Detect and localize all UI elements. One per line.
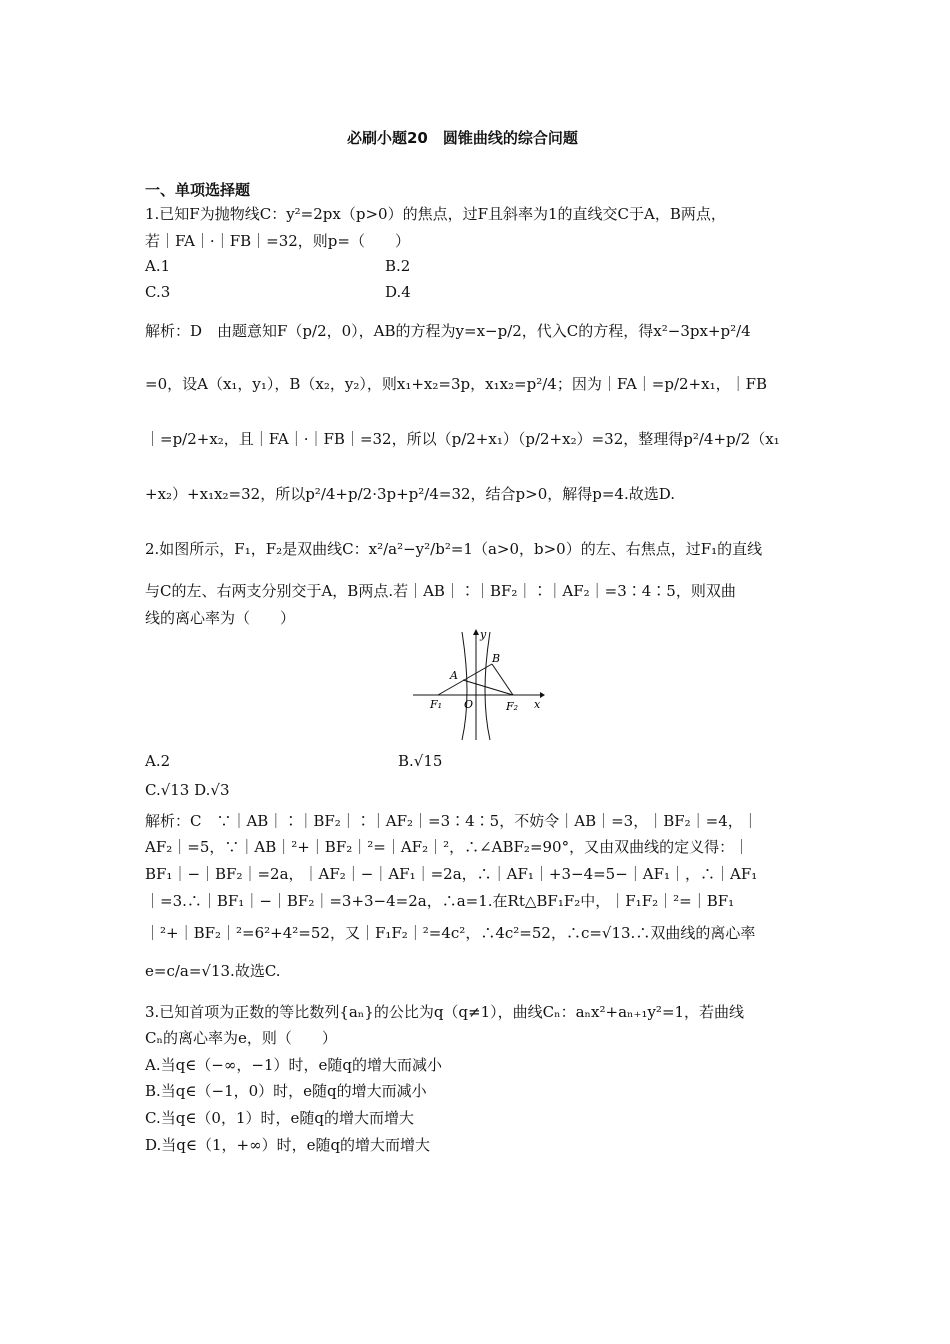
text-line-s2a: 解析：C ∵｜AB｜∶｜BF₂｜∶｜AF₂｜=3∶4∶5，不妨令｜AB｜=3，｜BF₂｜=4，｜ — [145, 812, 758, 830]
text-line-s1b: =0，设A（x₁，y₁），B（x₂，y₂），则x₁+x₂=3p，x₁x₂=p²/4；因为｜FA｜=p/2+x₁，｜FB — [145, 375, 768, 393]
x-axis-arrow — [540, 692, 545, 698]
text-line-q3f: D.当q∈（1，+∞）时，e随q的增大而增大 — [145, 1136, 431, 1154]
left-branch — [462, 632, 467, 740]
right-branch — [485, 632, 490, 740]
text-line-q1d: B.2 — [385, 257, 411, 275]
text-line-q2e: B.√15 — [398, 752, 443, 770]
text-line-q2f: C.√13 D.√3 — [145, 781, 230, 799]
text-line-q1c: A.1 — [145, 257, 171, 275]
label-o: O — [464, 698, 474, 711]
line-b-f2 — [492, 664, 513, 695]
text-line-q1b: 若｜FA｜·｜FB｜=32，则p=（ ） — [145, 232, 410, 250]
text-line-s2f: e=c/a=√13.故选C. — [145, 962, 281, 980]
text-line-s1c: ｜=p/2+x₂，且｜FA｜·｜FB｜=32，所以（p/2+x₁）（p/2+x₂）=32，整理得p²/4+p/2（x₁ — [145, 430, 780, 448]
label-f1: F₁ — [430, 698, 443, 711]
text-line-s1d: +x₂）+x₁x₂=32，所以p²/4+p/2·3p+p²/4=32，结合p>0，解得p=4.故选D. — [145, 485, 675, 503]
y-axis-arrow — [473, 629, 479, 635]
text-line-s2e: ｜²+｜BF₂｜²=6²+4²=52，又｜F₁F₂｜²=4c²，∴4c²=52，∴c=√13.∴双曲线的离心率 — [145, 924, 756, 942]
hyperbola-figure — [410, 628, 545, 743]
text-line-q1e: C.3 — [145, 283, 171, 301]
label-f2: F₂ — [506, 700, 519, 713]
text-line-q3a: 3.已知首项为正数的等比数列{aₙ}的公比为q（q≠1），曲线Cₙ：aₙx²+aₙ₊₁y²=1，若曲线 — [145, 1003, 745, 1021]
label-x: x — [534, 698, 541, 711]
text-line-q1f: D.4 — [385, 283, 411, 301]
section-heading: 一、单项选择题 — [145, 181, 251, 199]
text-line-s2b: AF₂｜=5，∵｜AB｜²+｜BF₂｜²=｜AF₂｜²，∴∠ABF₂=90°，又由双曲线的定义得：｜ — [145, 838, 750, 856]
label-y: y — [480, 628, 487, 641]
text-line-q3d: B.当q∈（−1，0）时，e随q的增大而减小 — [145, 1082, 427, 1100]
text-line-q3b: Cₙ的离心率为e，则（ ） — [145, 1029, 337, 1047]
label-b: B — [492, 652, 501, 665]
text-line-q2c: 线的离心率为（ ） — [145, 609, 296, 627]
text-line-q2d: A.2 — [145, 752, 171, 770]
text-line-q2b: 与C的左、右两支分别交于A，B两点.若｜AB｜∶｜BF₂｜∶｜AF₂｜=3∶4∶5，则双曲 — [145, 582, 736, 600]
text-line-q3e: C.当q∈（0，1）时，e随q的增大而增大 — [145, 1109, 414, 1127]
text-line-s2c: BF₁｜−｜BF₂｜=2a，｜AF₂｜−｜AF₁｜=2a，∴｜AF₁｜+3−4=5−｜AF₁｜，∴｜AF₁ — [145, 865, 758, 883]
label-a: A — [450, 669, 458, 682]
text-line-q2a: 2.如图所示，F₁，F₂是双曲线C：x²/a²−y²/b²=1（a>0，b>0）的左、右焦点，过F₁的直线 — [145, 540, 763, 558]
line-f1-b — [438, 664, 492, 695]
text-line-q3c: A.当q∈（−∞，−1）时，e随q的增大而减小 — [145, 1056, 442, 1074]
line-a-f2 — [463, 680, 513, 695]
page-title: 必刷小题20 圆锥曲线的综合问题 — [347, 129, 578, 147]
text-line-s1a: 解析：D 由题意知F（p/2，0），AB的方程为y=x−p/2，代入C的方程，得x²−3px+p²/4 — [145, 322, 751, 340]
text-line-s2d: ｜=3.∴｜BF₁｜−｜BF₂｜=3+3−4=2a，∴a=1.在Rt△BF₁F₂中，｜F₁F₂｜²=｜BF₁ — [145, 892, 735, 910]
text-line-q1a: 1.已知F为抛物线C：y²=2px（p>0）的焦点，过F且斜率为1的直线交C于A，B两点， — [145, 205, 726, 223]
